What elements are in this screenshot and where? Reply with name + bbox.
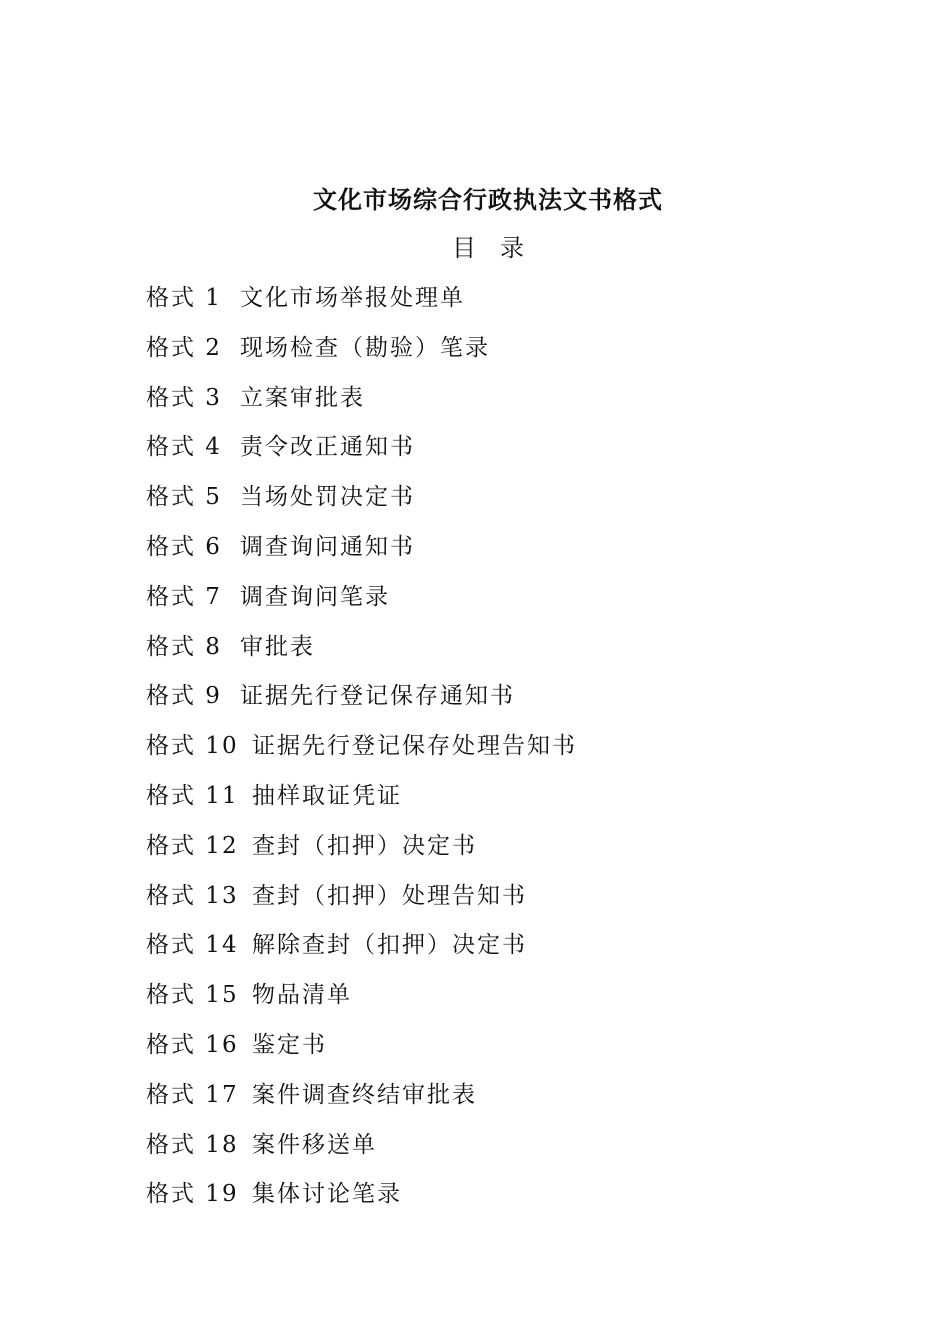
toc-entry (146, 828, 577, 878)
toc-entry-name: 调查询问笔录 (240, 583, 390, 610)
toc-entry (146, 1176, 577, 1226)
toc-entry-name: 鉴定书 (252, 1031, 327, 1058)
toc-entry (146, 629, 577, 679)
toc-entry (146, 280, 577, 330)
toc-entry (146, 728, 577, 778)
toc-entry-number: 格式 7 (146, 583, 222, 610)
toc-entry-number: 格式 4 (146, 434, 222, 461)
toc-entry-number: 格式 19 (146, 1181, 239, 1208)
toc-entry (146, 927, 577, 977)
toc-entry-name: 调查询问通知书 (240, 533, 415, 560)
toc-entry-number: 格式 5 (146, 484, 222, 511)
toc-entry-number: 格式 9 (146, 683, 222, 710)
toc-entry-number: 格式 11 (146, 782, 239, 809)
toc-entry-number: 格式 3 (146, 384, 222, 411)
toc-entry-number: 格式 8 (146, 633, 222, 660)
toc-list (146, 280, 577, 1226)
toc-entry (146, 1127, 577, 1177)
toc-entry-name: 立案审批表 (240, 384, 365, 411)
toc-entry-number: 格式 1 (146, 285, 222, 311)
toc-entry-name: 当场处罚决定书 (240, 484, 415, 511)
toc-entry (146, 1077, 577, 1127)
toc-entry (146, 330, 577, 380)
toc-entry-name: 责令改正通知书 (240, 434, 415, 461)
toc-entry-name: 案件移送单 (252, 1131, 377, 1158)
toc-entry-name: 集体讨论笔录 (252, 1181, 402, 1208)
toc-entry-number: 格式 6 (146, 533, 222, 560)
toc-entry-number: 格式 13 (146, 882, 239, 909)
toc-entry-name: 证据先行登记保存通知书 (240, 683, 515, 710)
toc-entry (146, 678, 577, 728)
toc-entry-name: 物品清单 (252, 982, 352, 1009)
toc-entry-name: 现场检查（勘验）笔录 (240, 334, 490, 361)
toc-heading: 目 录 (452, 234, 524, 262)
toc-entry-name: 案件调查终结审批表 (252, 1081, 477, 1108)
toc-entry (146, 1027, 577, 1077)
toc-entry-number: 格式 14 (146, 932, 239, 959)
toc-entry-name: 解除查封（扣押）决定书 (252, 932, 527, 959)
toc-entry (146, 479, 577, 529)
toc-entry-number: 格式 15 (146, 982, 239, 1009)
toc-entry-name: 查封（扣押）处理告知书 (252, 882, 527, 909)
toc-entry (146, 529, 577, 579)
toc-entry-name: 证据先行登记保存处理告知书 (252, 733, 577, 760)
toc-entry-name: 审批表 (240, 633, 315, 660)
toc-entry (146, 579, 577, 629)
document-title: 文化市场综合行政执法文书格式 (313, 186, 663, 214)
toc-entry-number: 格式 16 (146, 1031, 239, 1058)
toc-entry-name: 文化市场举报处理单 (240, 285, 465, 311)
toc-entry (146, 878, 577, 928)
toc-entry (146, 778, 577, 828)
toc-entry-number: 格式 17 (146, 1081, 239, 1108)
toc-entry-number: 格式 10 (146, 733, 239, 760)
toc-entry-number: 格式 2 (146, 334, 222, 361)
toc-entry (146, 429, 577, 479)
toc-entry-name: 查封（扣押）决定书 (252, 832, 477, 859)
toc-entry (146, 380, 577, 430)
toc-entry-number: 格式 12 (146, 832, 239, 859)
toc-entry (146, 977, 577, 1027)
toc-entry-number: 格式 18 (146, 1131, 239, 1158)
toc-entry-name: 抽样取证凭证 (252, 782, 402, 809)
